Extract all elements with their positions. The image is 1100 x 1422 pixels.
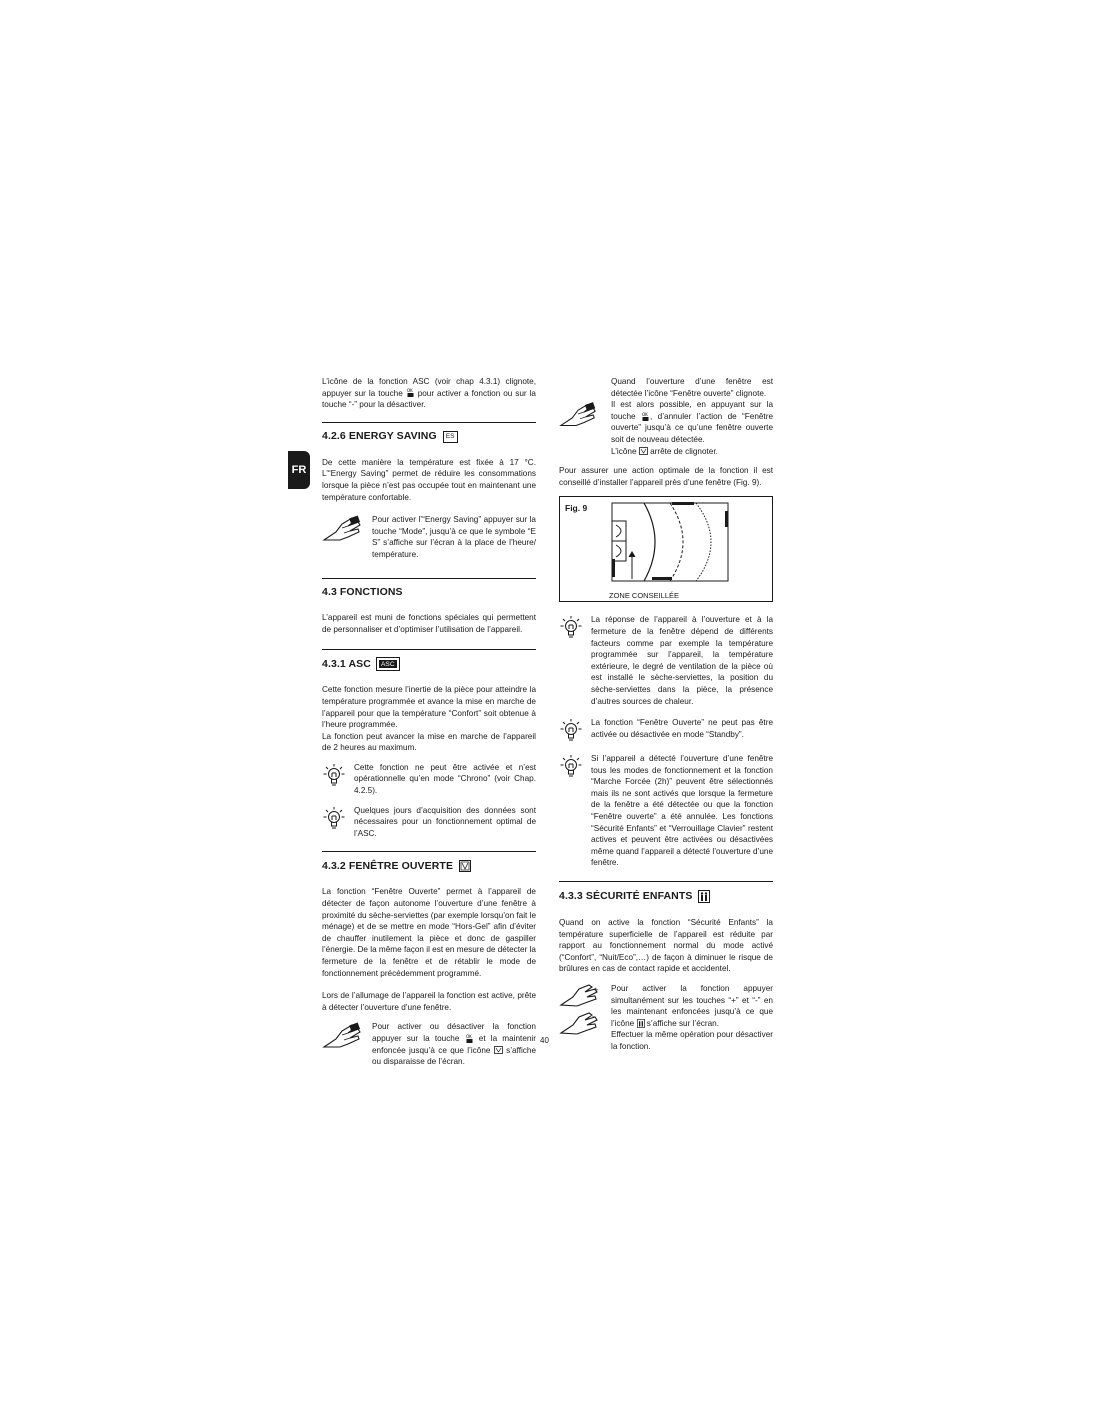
- svg-text:OK: OK: [465, 1033, 472, 1039]
- section-divider: [322, 578, 536, 579]
- svg-text:OK: OK: [406, 388, 413, 394]
- asc-tip-1: Cette fonction ne peut être activée et n’est opérationnelle qu’en mode “Chrono” (voir Chap. 4.2.5).: [322, 762, 536, 797]
- fenetre-tip-1: La réponse de l’appareil à l’ouverture et à la fermeture de la fenêtre dépend de différents facteurs comme par exemple la température programmée sur l’appareil, la température extérieure, le degré de ventilation de la pièce où est installé le sèche-serviettes, la position du sèche-serviettes dans la pièce, la présence d’autres sources de chaleur.: [559, 614, 773, 707]
- open-window-icon: [639, 447, 648, 455]
- open-window-icon: [494, 1046, 503, 1054]
- hand-pressing-icon: [322, 1021, 364, 1051]
- ok-key-icon: [406, 388, 415, 398]
- hand-pressing-plus-minus-icon: [559, 983, 601, 1041]
- fenetre-tip-2: La fonction “Fenêtre Ouverte” ne peut pas être activée ou désactivée en mode “Standby”.: [559, 717, 773, 743]
- section-divider: [322, 649, 536, 650]
- figure-9: [559, 496, 773, 602]
- page-number: 40: [540, 1036, 549, 1045]
- energy-saving-step: Pour activer l’“Energy Saving” appuyer sur la touche “Mode”, jusqu’à ce que le symbole “E S” s’affiche sur l’écran à la place de l’heure/ température.: [322, 514, 536, 560]
- lightbulb-tip-icon: [559, 614, 583, 640]
- section-divider: [322, 851, 536, 852]
- section-title-securite-enfants: 4.3.3 SÉCURITÉ ENFANTS: [559, 890, 773, 903]
- fonctions-text: L’appareil est muni de fonctions spéciales qui permettent de personnaliser et d’optimiser l’utilisation de l’appareil.: [322, 613, 536, 634]
- lightbulb-tip-icon: [559, 717, 583, 743]
- language-tab: FR: [288, 451, 310, 489]
- child-safety-icon: [637, 1019, 645, 1028]
- lightbulb-tip-icon: [559, 753, 583, 779]
- asc-intro: L’icône de la fonction ASC (voir chap 4.3.1) clignote, appuyer sur la touche OK pour activer a fonction ou sur la touche “-” pour la désactiver.: [322, 377, 536, 410]
- zone-label: ZONE CONSEILLÉE: [609, 591, 680, 601]
- asc-icon: ASC: [377, 658, 399, 670]
- section-title-fonctions: 4.3 FONCTIONS: [322, 585, 403, 598]
- child-safety-icon: [698, 890, 710, 903]
- ok-key-icon: [465, 1034, 474, 1044]
- asc-text-2: La fonction peut avancer la mise en marche de l’appareil de 2 heures au maximum.: [322, 731, 536, 753]
- section-title-asc: 4.3.1 ASC ASC: [322, 658, 536, 670]
- room-diagram: [560, 497, 774, 601]
- energy-saving-icon: ES: [443, 431, 458, 443]
- fenetre-ouverte-text-2: Lors de l’allumage de l’appareil la fonction est active, prête à détecter l’ouverture d’une fenêtre.: [322, 991, 536, 1012]
- section-divider: [559, 881, 773, 882]
- section-title-fenetre-ouverte: 4.3.2 FENÊTRE OUVERTE: [322, 860, 536, 872]
- figure-label: Fig. 9: [565, 503, 588, 514]
- right-column: [559, 376, 773, 1053]
- hand-pressing-icon: [559, 400, 599, 430]
- securite-enfants-text: Quand on active la fonction “Sécurité Enfants” la température superficielle de l’appareil est réduite par rapport au fonctionnement normal du mode activé (“Confort”, “Nuit/Eco”,…) de façon à diminuer le risque de brûlures en cas de contact rapide et accidentel.: [559, 918, 773, 974]
- svg-text:+: +: [593, 986, 599, 994]
- fenetre-ouverte-step: Pour activer ou désactiver la fonction appuyer sur la touche OK et la maintenir enfoncée jusqu’à ce que l’icône s’affiche ou disparaisse de l’écran.: [322, 1021, 536, 1067]
- left-column: [322, 376, 536, 1068]
- ok-key-icon: [641, 412, 650, 422]
- section-title-energy-saving: 4.2.6 ENERGY SAVING ES: [322, 431, 536, 443]
- fenetre-ouverte-text-1: La fonction “Fenêtre Ouverte” permet à l’appareil de détecter de façon autonome l’ouverture d’une fenêtre à proximité du sèche-serviettes (par exemple lorsqu’on fait le ménage) et de se mettre en mode “Hors-Gel” afin d’éviter de chauffer inutilement la pièce et donc de gaspiller l’énergie. De la même façon il est en mesure de détecter la fermeture de la fenêtre et de rétablir le mode de fonctionnement précédemment programmé.: [322, 887, 536, 978]
- lightbulb-tip-icon: [322, 805, 346, 831]
- figure-intro-text: Pour assurer une action optimale de la fonction il est conseillé d’installer l’appareil près d’une fenêtre (Fig. 9).: [559, 466, 773, 487]
- hand-pressing-icon: [322, 514, 364, 544]
- securite-enfants-step: + - Pour activer la fonction appuyer simultanément sur les touches “+” et “-” en les maintenant enfoncées jusqu’à ce que l’icône s’affiche sur l’écran. Effectuer la même opération pour désactiver la fonction.: [559, 983, 773, 1053]
- lightbulb-tip-icon: [322, 762, 346, 788]
- svg-text:-: -: [592, 1012, 595, 1021]
- fenetre-detected-step: Quand l’ouverture d’une fenêtre est détectée l’icône “Fenêtre ouverte” clignote. Il est alors possible, en appuyant sur la touche OK , d’annuler l’action de “Fenêtre ouverte” jusqu’à ce qu’une fenêtre ouverte soit de nouveau détectée. L’icône arrête de clignoter.: [559, 376, 773, 457]
- asc-text-1: Cette fonction mesure l’inertie de la pièce pour atteindre la température programmée et avance la mise en marche de l’appareil pour que la température “Confort” soit obtenue à l’heure programmée.: [322, 685, 536, 730]
- section-divider: [322, 422, 536, 423]
- svg-text:OK: OK: [641, 411, 648, 417]
- open-window-icon: [459, 860, 471, 872]
- asc-tip-2: Quelques jours d’acquisition des données sont nécessaires pour un fonctionnement optimal de l’ASC.: [322, 805, 536, 840]
- energy-saving-text: De cette manière la température est fixée à 17 °C. L’“Energy Saving” permet de réduire les consommations lorsque la pièce n’est pas occupée tout en maintenant une température confortable.: [322, 457, 536, 502]
- fenetre-tip-3: Si l’appareil a détecté l’ouverture d’une fenêtre tous les modes de fonctionnement et la fonction “Marche Forcée (2h)” peuvent être sélectionnés mais ils ne sont activés que lorsque la fermeture de la fenêtre a été détectée ou que la fonction “Fenêtre ouverte” a été annulée. Les fonctions “Sécurité Enfants” et “Verrouillage Clavier” restent actives et peuvent être activées ou désactivées même quand l’appareil a détecté l’ouverture d’une fenêtre.: [559, 753, 773, 869]
